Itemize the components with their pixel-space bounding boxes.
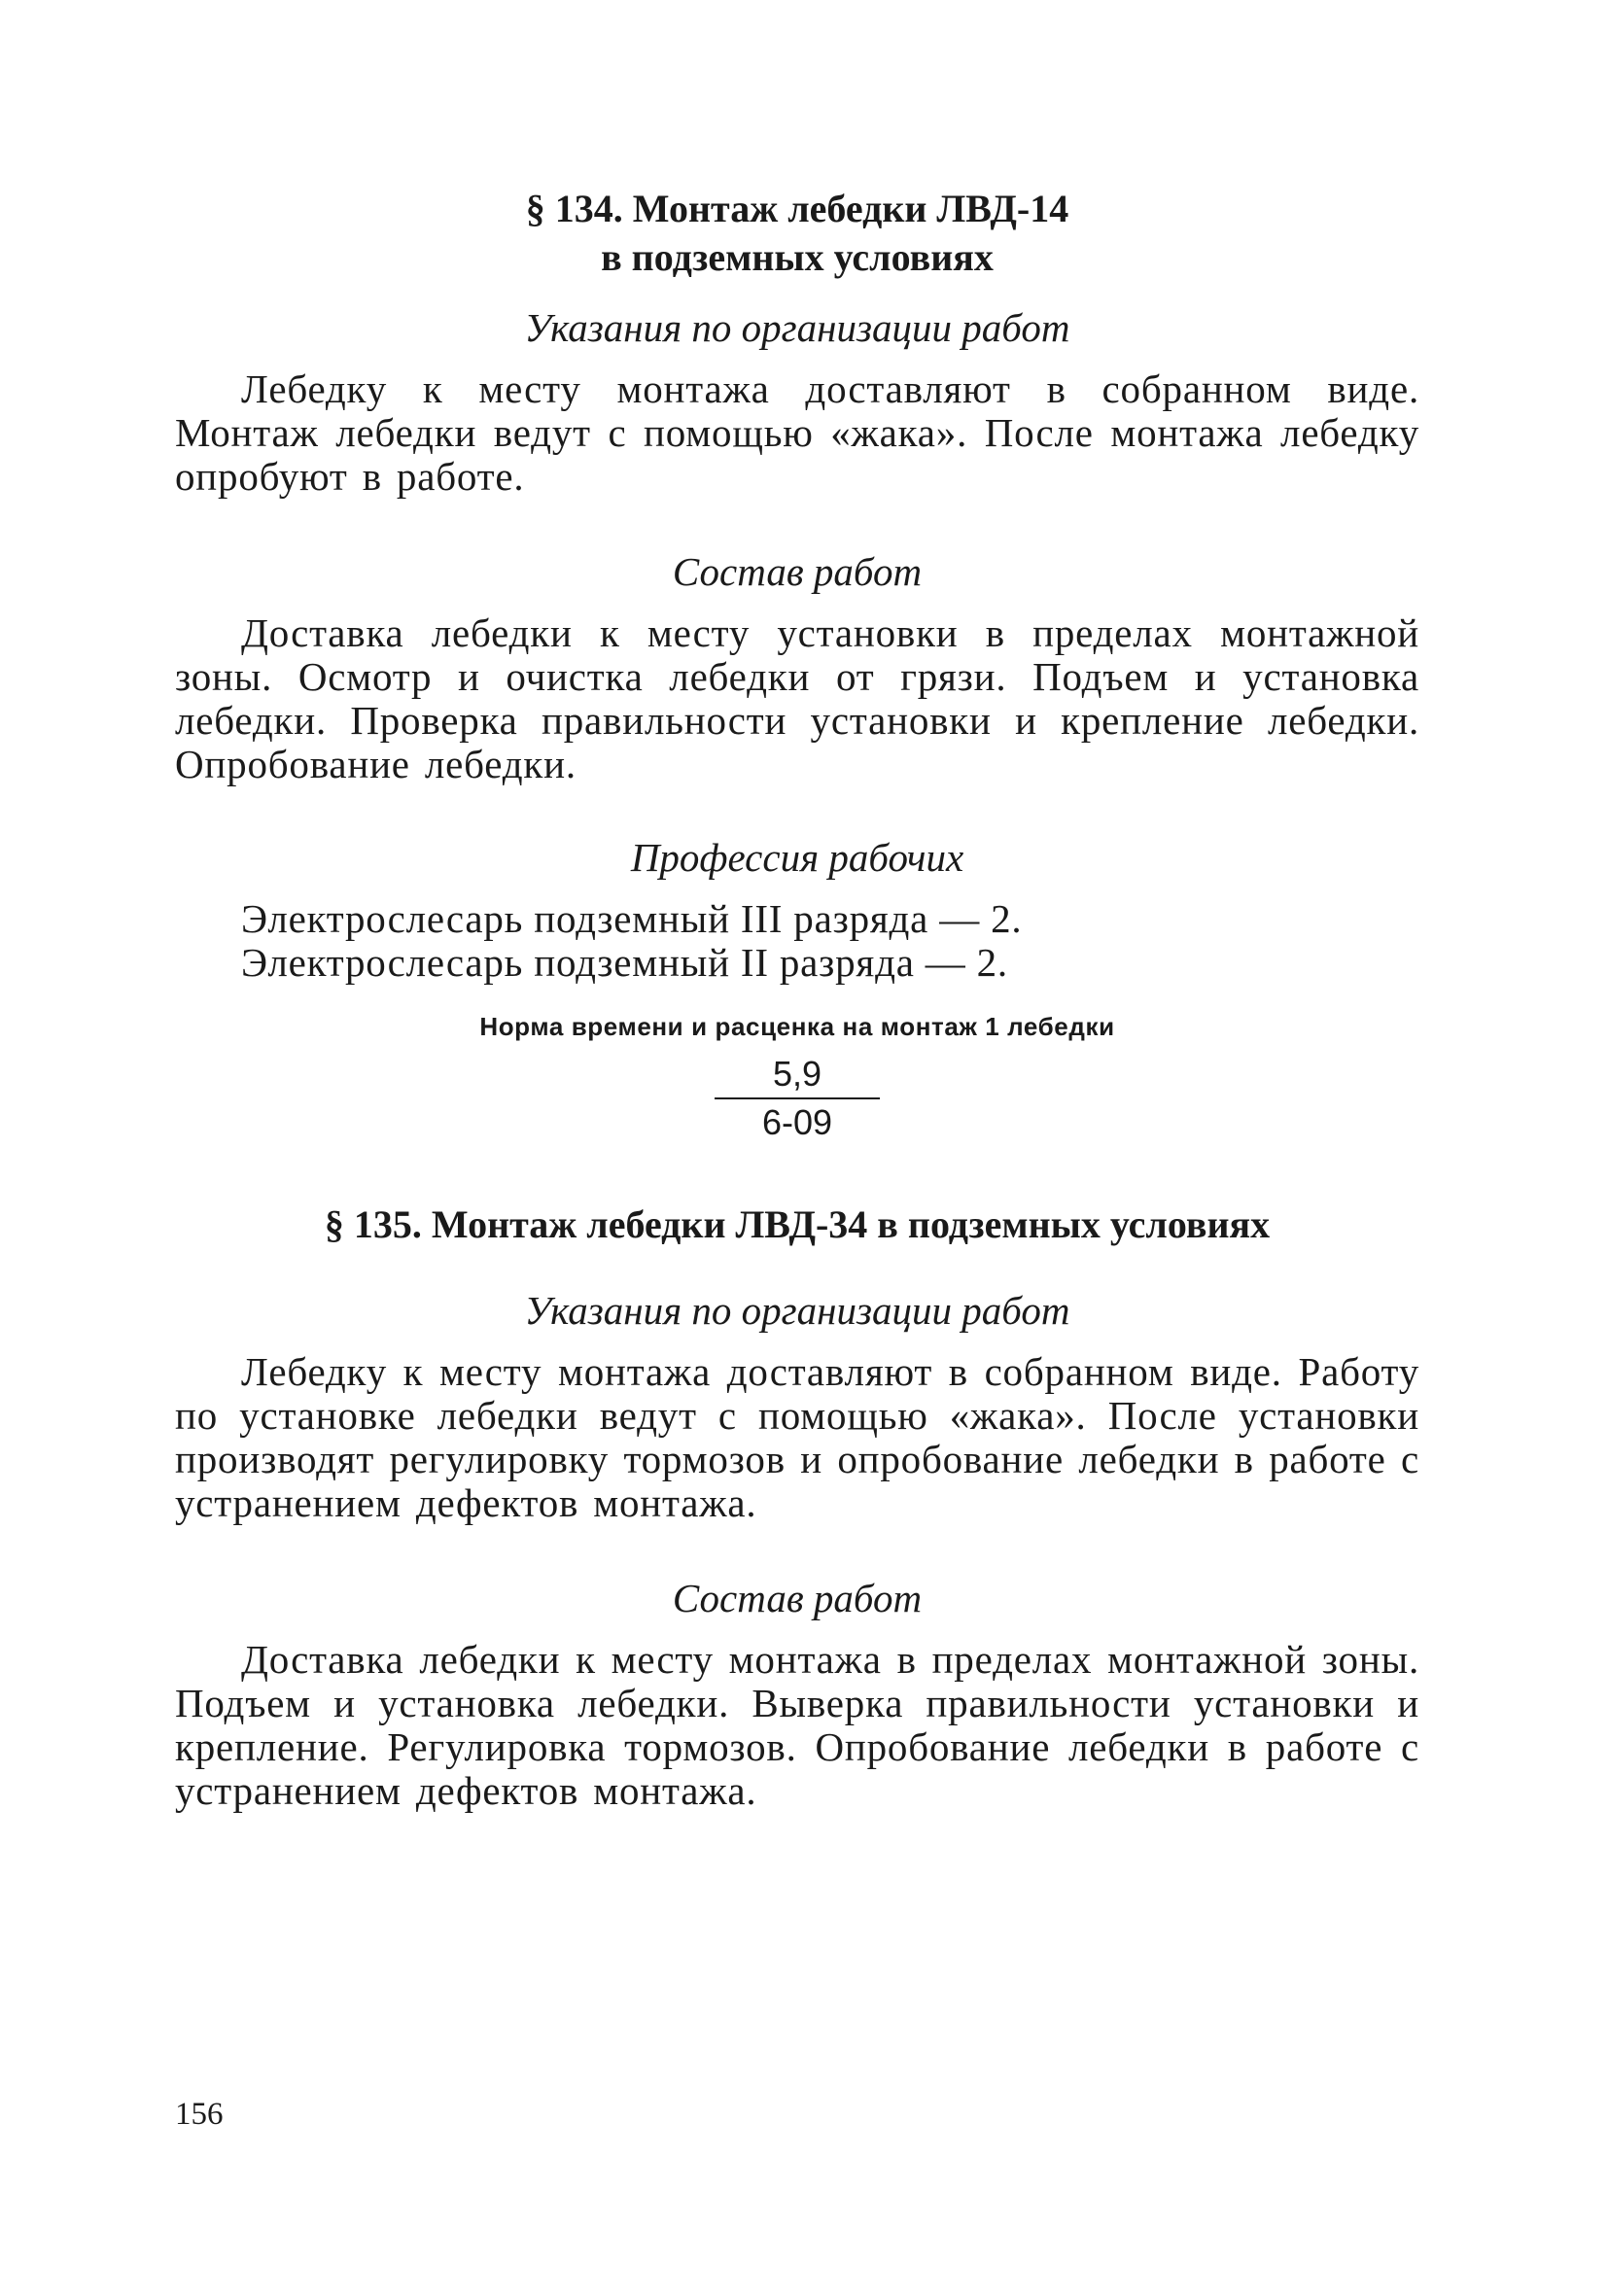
worker-line: Электрослесарь подземный II разряда — 2. — [241, 940, 1008, 985]
section-134-org-heading: Указания по организации работ — [524, 305, 1070, 350]
section-134-profession-heading: Профессия рабочих — [630, 835, 964, 880]
section-135-org-heading: Указания по организации работ — [524, 1288, 1070, 1333]
section-134-workers-list — [175, 897, 1419, 985]
section-134-norm-title: Норма времени и расценка на монтаж 1 лебедки — [479, 1012, 1115, 1041]
section-135-work-text: Доставка лебедки к месту монтажа в пределах монтажной зоны. Подъем и установка лебедки. Выверка правильности установки и крепление. Регулировка тормозов. Опробование лебедки в работе с устранением дефектов монтажа. — [175, 1637, 1419, 1813]
section-134-work-heading: Состав работ — [672, 549, 923, 594]
worker-line: Электрослесарь подземный III разряда — 2. — [241, 896, 1023, 941]
page-number: 156 — [175, 2097, 224, 2132]
norm-rate-value: 6-09 — [761, 1102, 833, 1142]
page-content — [175, 185, 1419, 1813]
section-134-org-text: Лебедку к месту монтажа доставляют в собранном виде. Монтаж лебедки ведут с помощью «жака». После монтажа лебедку опробуют в работе. — [175, 366, 1419, 499]
norm-fraction — [715, 1053, 880, 1144]
section-134-title — [175, 185, 1419, 282]
section-135-work-heading: Состав работ — [672, 1576, 923, 1620]
section-135-org-text: Лебедку к месту монтажа доставляют в собранном виде. Работу по установке лебедки ведут с помощью «жака». После установки производят регулировку тормозов и опробование лебедки в работе с устранением дефектов монтажа. — [175, 1349, 1419, 1525]
section-134-title-line2: в подземных условиях — [601, 235, 994, 279]
section-135-title: § 135. Монтаж лебедки ЛВД-34 в подземных условиях — [324, 1202, 1271, 1246]
section-134-work-text: Доставка лебедки к месту установки в пределах монтажной зоны. Осмотр и очистка лебедки от грязи. Подъем и установка лебедки. Проверка правильности установки и крепление лебедки. Опробование лебедки. — [175, 610, 1419, 786]
section-134-title-line1: § 134. Монтаж лебедки ЛВД-14 — [525, 187, 1069, 230]
norm-time-value: 5,9 — [715, 1053, 880, 1099]
